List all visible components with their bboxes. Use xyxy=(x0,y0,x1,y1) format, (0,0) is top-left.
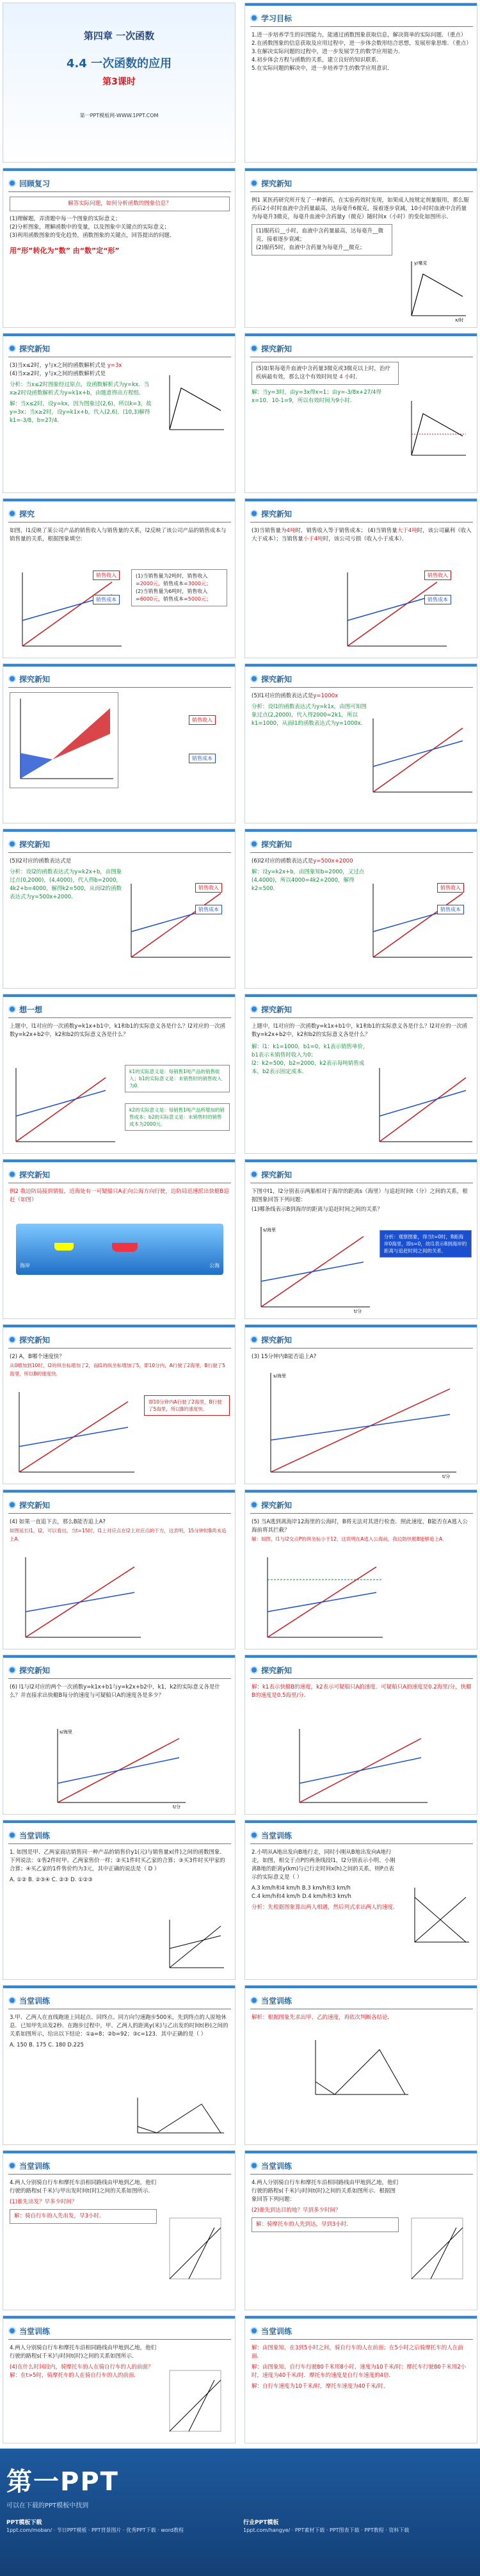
slide-practice2: 当堂训练 2.小明从A地出发向B地行走，同时小刚从B地出发向A地行走，如图，相交于点P的两条线段l1，l2分别表示小明、小刚离B地的距离y(km)与已行走时间x(h)之间的关系，则P点表示的实际意义是（ ） A.3 km/h和4 km/h B.3 km/h和3 km/h C.4 km/h和4 km/h D.4 km/h和3 km/h 分析：先根据图象算出两人相遇，然后列式求出两人的速度． xyxy=(244,1820,477,1980)
bullet-icon xyxy=(8,840,16,848)
slide-explore13: 探究新知 (2) A，B哪个速度快？ 从0增加到10时，l2的纵坐标增加了2，而l1的纵坐标增加了5，即10分内，A行驶了2海里，B行驶了5海里，所以B的速度快． 即10分钟内A行驶了2海里，B行驶了5海里，所以B的速度快． xyxy=(3,1324,236,1484)
bullet-icon xyxy=(250,840,258,848)
boat-graph-6 xyxy=(48,1726,189,1809)
slide-explore11: 探究新知 例2 我边防局接到情报，近海处有一可疑船只A正向公海方向行驶，边防局迅速派出快艇B追赶（如图） 海岸 公海 xyxy=(3,1159,236,1319)
slide-practice5: 当堂训练 4.两人分别骑自行车和摩托车沿相同路线由甲地到乙地，他们行驶的路程s(千米)与甲出发时间t(时)之间的关系如图所示． (1)谁先出发？早多少时间？ 解：骑自行车的人先出发，早3小时． xyxy=(3,2150,236,2310)
bullet-icon xyxy=(250,1336,258,1343)
bullet-icon xyxy=(250,344,258,352)
sales-graph-5 xyxy=(125,880,234,964)
bullet-icon xyxy=(250,179,258,187)
bullet-icon xyxy=(8,1336,16,1343)
bullet-icon xyxy=(8,1666,16,1674)
review-question: 解答实际问题，如何分析函数的图象信息？ xyxy=(10,197,230,211)
sea-illustration: 海岸 公海 xyxy=(16,1224,223,1275)
svg-text:y/毫克: y/毫克 xyxy=(414,261,428,266)
slide-explore2: 探究新知 (3)当x≤2时，y与x之间的函数解析式是 y=3x (4)当x≥2时，y与x之间的函数解析式是 分析：当x≤2时图象经过原点，设函数解析式为y=kx．当x≥2时设函数解析式为y=k1x+b，由题意得出方程组． 解：当x≤2时，设y=kx，因为图象过(2,6)，所以k=3，故y=3x；当x≥2时，设y=k1x+b，代入(2,6)，(10,3)解得k1=-3/8，b=27/4． xyxy=(3,333,236,493)
slide-explore1: 探究新知 例1 某医药研究所开发了一种新药，在实验药效时发现，如果成人按规定剂量服用，那么服药后2小时时血液中含药量最高，达每毫升6微克，接着逐步衰减，10小时时血液中含药量为每毫升3微克，每毫升血液中含药量y（微克）随时间x（小时）的变化如图所示． (1)服药后__小时，血液中含药量最高，达每毫升__微克，接着逐步衰减； (2)服药5时，血液中含药量为每毫升__微克； y/毫克 x/时 xyxy=(244,168,477,328)
practice5-graph xyxy=(163,2215,227,2285)
footer-col-1: PPT模板下载 1ppt.com/moban/ · 节日PPT模板 · PPT背景图片 · 优秀PPT下载 · word教程 xyxy=(6,2520,184,2533)
drug-graph-3 xyxy=(405,398,469,462)
cover-credit: 第一PPT模板网-WWW.1PPT.COM xyxy=(79,113,159,118)
slide-think1: 想一想 上题中，l1对应的一次函数y=k1x+b1中，k1和b1的实际意义各是什么？l2对应的一次函数y=k2x+b2中，k2和b2的实际意义各是什么？ k1的实际意义是：每销售1吨产品的销售收入；b1的实际意义是：未销售时的销售收入为0． k2的实际意义是：每销售1吨产品所增加的销售成本；b2的实际意义是：未销售时的销售成本为2000元． xyxy=(3,994,236,1154)
slide-practice3: 当堂训练 3.甲、乙两人在直线跑道上同起点、同终点、同方向匀速跑步500米，先到终点的人原地休息．已知甲先出发2秒．在跑步过程中，甲、乙两人的距离y(米)与乙出发的时间t(秒)之间的关系如图所示，给出以下结论：①a=8；②b=92；③c=123．其中正确的是（ ） A. 150 B. 175 C. 180 D.225 xyxy=(3,1985,236,2145)
slide-explore12: 探究新知 下图中l1，l2分别表示两船相对于海岸的距离s（海里）与追赶时间t（分）之间的关系，根据图象回答下列问题： (1)哪条线表示B到海岸的距离与追赶时间之间的关系？ s/海里 t/分 分析：观察图象，得当t=0时，B距海岸0海里，即s=0，故l1表示B到海岸的距离与追赶时间之间的关系． xyxy=(244,1159,477,1319)
practice6-graph xyxy=(405,2215,469,2285)
svg-text:s/海里: s/海里 xyxy=(273,1373,287,1379)
bullet-icon xyxy=(250,510,258,517)
svg-text:t/分: t/分 xyxy=(173,1804,181,1809)
goals-list: 1.进一步培养学生的识图能力，能通过函数图象获取信息，解决简单的实际问题．（重点） 2.在函数图象的信息获取及应用过程中，进一步体会数形结合思想，发展形象思维．（重点） 3.在解决实际问题的过程中，进一步发展学生的数学应用能力． 4.初步体会方程与函数的关系，建立良好的知识联系． 5.在实际问题的解决中，进一步培养学生的数学应用意识． xyxy=(252,32,472,72)
bullet-icon xyxy=(8,510,16,517)
slide-explore15: 探究新知 (4) 如果一直追下去，那么B能否追上A? 如图延长l1，l2，可以看出，当t=15时，l1上对应点在l2上对应点的下方，这表明，15分钟时B尚未追上A． xyxy=(3,1489,236,1649)
ship-a-icon xyxy=(112,1243,138,1252)
svg-text:s/海里: s/海里 xyxy=(263,1227,276,1233)
slide-practice7: 当堂训练 4.两人分别骑自行车和摩托车沿相同路线由甲地到乙地，他们行驶的路程s(千米)与时间t(时)之间的关系如图所示． (4)在什么时间段内，骑摩托车的人在骑自行车的人的前面？ 解：在t>5时，骑摩托车的人在骑自行车的人的前面． xyxy=(3,2315,236,2443)
footer-col-2: 行业PPT模板 1ppt.com/hangye/ · PPT素材下载 · PPT图表下载 · PPT教程 · 资料下载 xyxy=(243,2520,410,2533)
slide-explore5: 探究新知 (3)当销售量为4吨时，销售收入等于销售成本； (4)当销售量大于4吨时，该公司赢利（收入大于成本）；当销售量小于4吨时，该公司亏损（收入小于成本）． 销售收入 销售成本 xyxy=(244,498,477,658)
slide-explore8: 探究新知 (5)l2对应的函数表达式是 分析：设l2的函数表达式为y=k2x+b，由图象过点(0,2000)，(4,4000)，代入得b=2000，4k2+b=4000，解得k2=500，从而l2的函数表达式为y=500x+2000． 销售收入 销售成本 xyxy=(3,829,236,989)
bullet-icon xyxy=(250,1831,258,1839)
svg-text:s/海里: s/海里 xyxy=(60,1729,73,1735)
sales-graph-3 xyxy=(14,695,116,785)
footer-logo: 第一PPT xyxy=(6,2467,119,2497)
slide-practice4: 当堂训练 解析：根据图象先求出甲、乙的速度，再依次判断各结论． xyxy=(244,1985,477,2145)
bullet-icon xyxy=(250,1005,258,1013)
practice2-graph xyxy=(408,1884,472,1948)
slide-explore6: 探究新知 销售收入 销售成本 xyxy=(3,663,236,823)
slide-practice6: 当堂训练 4.两人分别骑自行车和摩托车沿相同路线由甲地到乙地，他们行驶的路程s(千米)与时间t(时)之间的关系如图所示．根据图象回答下列问题： (2)谁先到达目的地？早到多少时间？ 解：骑摩托车的人先到达，早到3小时． xyxy=(244,2150,477,2310)
bullet-icon xyxy=(250,1501,258,1509)
bullet-icon xyxy=(250,1997,258,2004)
svg-text:t/分: t/分 xyxy=(442,1474,451,1478)
slide-explore17: 探究新知 (6) l1与l2对应的两个一次函数y=k1x+b1与y=k2x+b2中，k1，k2的实际意义各是什么？并直接求出快艇B每分的速度与可疑船只A的速度各是多少？ s/海里 t/分 xyxy=(3,1655,236,1815)
bullet-icon xyxy=(8,675,16,683)
svg-text:x/时: x/时 xyxy=(455,318,464,322)
slide-review: 回顾复习 解答实际问题，如何分析函数的图象信息？ (1)理解题，弄清题中每一个图象的实际意义； (2)分析图象，理解函数中的变量，以及图象中关键点的实际意义； (3)利用函数图象的变化趋势，函数图象的关键点，回答提出的问题． 用“形”转化为“数” 由“数”定“形” xyxy=(3,168,236,328)
cover-section: 4.4 一次函数的应用 xyxy=(66,57,172,70)
sales-graph-8 xyxy=(373,1065,476,1148)
sales-graph-2 xyxy=(341,569,450,652)
practice3-graph xyxy=(131,2094,227,2139)
slide-practice1: 当堂训练 1. 如图是甲、乙两家商店销售同一种产品的销售价y1(元)与销售量x(件)之间的函数图象．下列说法：①售2件时甲、乙两家售价一样；②买1件时买乙家的合算；③买3件时买甲家的合算；④买乙家的1件售价约为3元，其中正确的说法是（ D ） A. ①② B. ②③④ C. ②③ D. ①②③ xyxy=(3,1820,236,1980)
footer-banner xyxy=(0,2449,480,2576)
practice7-graph xyxy=(163,2367,227,2438)
sales-graph-4 xyxy=(367,715,476,798)
bullet-icon xyxy=(8,1831,16,1839)
bullet-icon xyxy=(250,2162,258,2169)
bullet-icon xyxy=(250,675,258,683)
bullet-icon xyxy=(8,1005,16,1013)
bullet-icon xyxy=(8,344,16,352)
boat-graph-3 xyxy=(258,1370,463,1478)
slide-cover xyxy=(3,3,236,163)
slide-goals xyxy=(244,3,477,163)
slide-explore9: 探究新知 (6)l2对应的函数表达式是y=500x+2000 解：设y=k2x+b，由图象知b=2000，又过点(4,4000)，所以4000=4k2+2000，解得k2=500． 销售收入 销售成本 xyxy=(244,829,477,989)
slide-practice8: 当堂训练 解：由图象知，在3到5小时之间，骑自行车的人在前面；在5小时之后骑摩托车的人在前面． 解：由图象知，自行车行驶80千米用8小时，速度为10千米/时；摩托车行驶80千米用2小时，速度为40千米/时．摩托车的速度是自行车速度的4倍． 解：自行车速度为10千米/时，摩托车速度为40千米/时． xyxy=(244,2315,477,2443)
bullet-icon xyxy=(250,2327,258,2335)
bullet-icon xyxy=(8,1171,16,1178)
svg-text:t/分: t/分 xyxy=(354,1309,362,1313)
slide-explore18: 探究新知 解：k1表示快艇B的速度，k2表示可疑船只A的速度．可疑船只A的速度是0.2海里/分，快艇B的速度是0.5海里/分． xyxy=(244,1655,477,1815)
boat-graph-1 xyxy=(252,1224,373,1313)
slide-explore10: 探究新知 上题中，l1对应的一次函数y=k1x+b1中，k1和b1的实际意义各是什么？l2对应的一次函数y=k2x+b2中，k2和b2的实际意义各是什么？ 解：l1：k1=1000，b1=0，k1表示销售单价，b1表示未销售时收入为0； l2：k2=500，b2=2000，k2表示每吨销售成本，b2表示固定成本． xyxy=(244,994,477,1154)
review-tip: 用“形”转化为“数” 由“数”定“形” xyxy=(10,247,120,255)
sales-graph-1 xyxy=(16,569,125,652)
bullet-icon xyxy=(8,179,16,187)
cover-chapter: 第四章 一次函数 xyxy=(83,30,155,42)
bullet-icon xyxy=(250,1171,258,1178)
bullet-icon xyxy=(250,14,258,22)
footer-sub: 可以在下载的PPT模板中找到 xyxy=(6,2502,89,2509)
bullet-icon xyxy=(8,1997,16,2004)
slide-explore14: 探究新知 (3) 15分钟内B能否追上A? s/海里 t/分 xyxy=(244,1324,477,1484)
boat-graph-2 xyxy=(10,1389,138,1478)
slide-explore4: 探究 如图，l1反映了某公司产品的销售收入与销售量的关系，l2反映了该公司产品的销售成本与销售量的关系，根据图象填空: (1)当销售量为2吨时，销售收入=2000元，销售成本=3000元； (2)当销售量为6吨时，销售收入=6000元，销售成本=5000元； 销售收入 销售成本 xyxy=(3,498,236,658)
bullet-icon xyxy=(250,1666,258,1674)
slide-explore16: 探究新知 (5) 当A逃到离海岸12海里的公海时，B将无法对其进行检查．照此速度，B能否在A逃入公海前将其拦截？ 解：如图，l1与l2交点P的纵坐标小于12，这说明在A逃入公海前，我边防快艇B能够追上A． xyxy=(244,1489,477,1649)
cover-lesson: 第3课时 xyxy=(102,77,136,87)
drug-graph xyxy=(405,258,469,322)
bullet-icon xyxy=(8,1501,16,1509)
practice4-graph xyxy=(309,2037,412,2101)
boat-graph-4 xyxy=(16,1554,144,1644)
goals-header: 学习目标 xyxy=(250,11,292,25)
ship-b-icon xyxy=(54,1243,74,1251)
practice1-graph xyxy=(163,1916,227,1974)
sales-graph-7 xyxy=(10,1065,118,1148)
slide-explore7: 探究新知 (5)l1对应的函数表达式是y=1000x 分析：设l1的函数表达式为y=k1x，由图可知图象过点(2,2000)，代入得2000=2k1，所以k1=1000，从而l1的函数表达式为y=1000x． xyxy=(244,663,477,823)
boat-graph-7 xyxy=(290,1726,431,1809)
slide-explore3: 探究新知 (5)如果每毫升血液中含药量3微克或3微克以上时，治疗疾病最有效，那么这个有效时间是 4 小时． 解：当y=3时，由y=3x得x=1；由y=-3/8x+27/4得x=10．10-1=9，所以有效时间为9小时． xyxy=(244,333,477,493)
bullet-icon xyxy=(8,2162,16,2169)
boat-graph-5 xyxy=(258,1554,386,1644)
drug-graph-2 xyxy=(163,372,227,436)
bullet-icon xyxy=(8,2327,16,2335)
sales-graph-6 xyxy=(367,880,476,964)
